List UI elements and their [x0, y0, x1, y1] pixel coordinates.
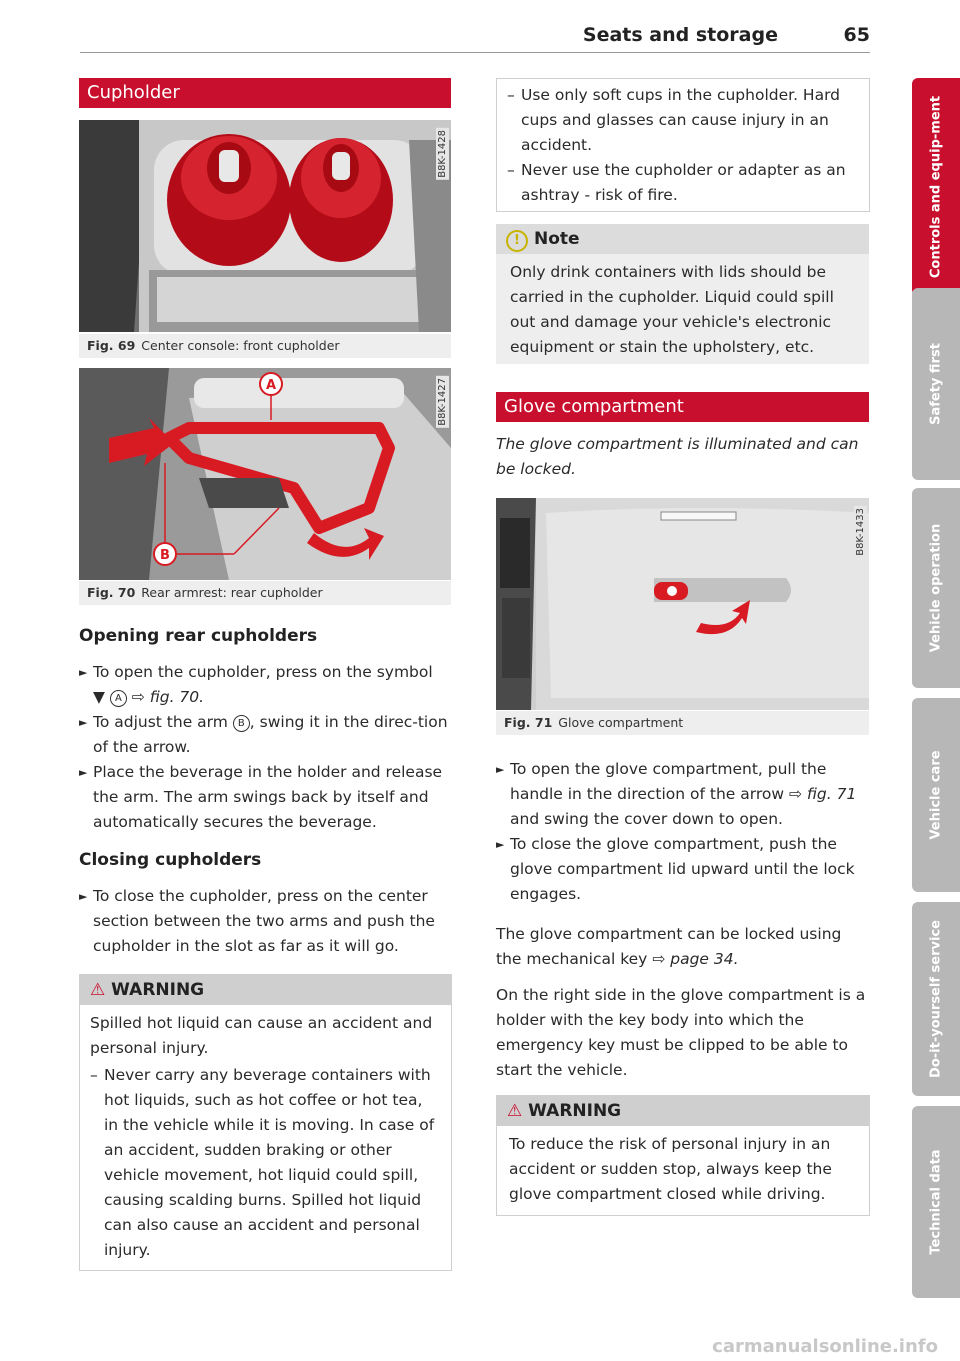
list-item: – Never use the cupholder or adapter as an ashtray - risk of fire.: [507, 161, 846, 204]
page-header: [80, 20, 870, 53]
tab-technical-data[interactable]: Technical data: [912, 1106, 960, 1298]
list-item: – Use only soft cups in the cupholder. Hard cups and glasses can cause injury in an accident.: [507, 86, 841, 154]
figure-caption-text: Rear armrest: rear cupholder: [141, 585, 323, 600]
opening-steps: [79, 660, 451, 835]
glove-intro: The glove compartment is illuminated and can be locked.: [496, 435, 859, 478]
figure-glove-compartment: [496, 498, 869, 710]
list-item: ► To adjust the arm B , swing it in the direc-tion of the arrow.: [79, 710, 451, 760]
tab-safety-first[interactable]: Safety first: [912, 288, 960, 480]
callout-b: B: [160, 548, 170, 563]
closing-steps: [79, 884, 451, 959]
figure-70-caption: [79, 581, 451, 605]
figure-front-cupholder: [79, 120, 451, 332]
figure-rear-cupholder: [79, 368, 451, 580]
bullet-icon: ►: [496, 763, 505, 776]
list-item: – Never carry any beverage containers with hot liquids, such as hot coffee or hot tea, in the vehicle while it is moving. In case of an accident, sudden braking or other vehicle movement, hot liquid could spill, causing scalding burns. Spilled hot liquid can also cause an accident and personal injury.: [90, 1066, 435, 1259]
rear-cupholder-illustration: [79, 368, 451, 580]
note-box: [496, 224, 869, 364]
warning-box-continued: [496, 78, 870, 212]
callout-b-ref: B: [233, 715, 250, 732]
chapter-tabs: [912, 78, 960, 1298]
list-item: ► To open the cupholder, press on the symbol ▼ A ⇨ fig. 70.: [79, 660, 451, 710]
bullet-icon: ►: [79, 716, 88, 729]
bullet-icon: ►: [79, 766, 88, 779]
figure-71-caption: [496, 711, 869, 735]
figure-number: Fig. 69: [87, 338, 136, 353]
warning-box-glove: [496, 1095, 870, 1216]
glove-steps: [496, 757, 870, 907]
glove-heading: [496, 392, 869, 422]
list-item: ► To open the glove compartment, pull the handle in the direction of the arrow ⇨ fig. 71 and swing the cover down to open.: [496, 757, 870, 832]
note-header: [496, 224, 869, 254]
fig-ref[interactable]: ⇨ fig. 71: [789, 785, 857, 803]
footer-watermark: carmanualsonline.info: [712, 1336, 938, 1357]
warning-title: WARNING: [528, 1101, 622, 1121]
front-cupholder-illustration: [79, 120, 451, 332]
glove-key-paragraph: On the right side in the glove compartment is a holder with the key body into which the emergency key must be clipped to be able to start the vehicle.: [496, 986, 866, 1079]
figure-id: B8K-1428: [437, 130, 448, 178]
tab-vehicle-operation[interactable]: Vehicle operation: [912, 488, 960, 688]
tab-vehicle-care[interactable]: Vehicle care: [912, 698, 960, 892]
tab-controls-and-equipment[interactable]: Controls and equip-ment: [912, 78, 960, 296]
page-ref[interactable]: ⇨ page 34.: [652, 950, 739, 968]
bullet-icon: ►: [79, 666, 88, 679]
list-item: ► Place the beverage in the holder and release the arm. The arm swings back by itself and automatically secures the beverage.: [79, 760, 451, 835]
note-title: Note: [534, 229, 580, 249]
warning-intro: Spilled hot liquid can cause an accident and personal injury.: [90, 1014, 433, 1057]
warning-box-hot-liquid: [79, 974, 452, 1271]
list-item: ► To close the glove compartment, push the glove compartment lid upward until the lock engages.: [496, 832, 870, 907]
figure-caption-text: Glove compartment: [558, 715, 684, 730]
tab-do-it-yourself-service[interactable]: Do-it-yourself service: [912, 902, 960, 1096]
cup-symbol-icon: ▼: [93, 688, 105, 706]
opening-subheading: Opening rear cupholders: [79, 626, 318, 646]
figure-id: B8K-1427: [437, 378, 448, 426]
callout-a: A: [265, 378, 277, 393]
warning-title: WARNING: [111, 980, 205, 1000]
warning-text: To reduce the risk of personal injury in an accident or sudden stop, always keep the glove compartment closed while driving.: [509, 1135, 832, 1203]
figure-number: Fig. 71: [504, 715, 553, 730]
closing-subheading: Closing cupholders: [79, 850, 262, 870]
glove-compartment-illustration: [496, 498, 869, 710]
cupholder-heading: [79, 78, 451, 108]
bullet-icon: ►: [496, 838, 505, 851]
warning-header: [80, 975, 451, 1005]
note-text: Only drink containers with lids should be carried in the cupholder. Liquid could spill out and damage your vehicle's electronic equipment or stain the upholstery, etc.: [510, 263, 834, 356]
glove-lock-paragraph: The glove compartment can be locked using the mechanical key ⇨ page 34.: [496, 925, 842, 968]
figure-id: B8K-1433: [855, 508, 866, 556]
fig-ref[interactable]: ⇨ fig. 70.: [131, 688, 205, 706]
warning-triangle-icon: ⚠: [507, 1101, 523, 1121]
bullet-icon: ►: [79, 890, 88, 903]
section-title: Seats and storage: [582, 24, 778, 46]
glove-heading-text: Glove compartment: [504, 396, 684, 417]
note-info-icon: !: [506, 230, 528, 252]
warning-triangle-icon: ⚠: [90, 980, 106, 1000]
figure-69-caption: [79, 334, 451, 358]
warning-header: [497, 1096, 869, 1126]
figure-caption-text: Center console: front cupholder: [141, 338, 340, 353]
cupholder-heading-text: Cupholder: [87, 82, 180, 103]
callout-a-ref: A: [110, 690, 127, 707]
list-item: ► To close the cupholder, press on the center section between the two arms and push the cupholder in the slot as far as it will go.: [79, 884, 451, 959]
page-number: 65: [843, 24, 870, 46]
figure-number: Fig. 70: [87, 585, 136, 600]
